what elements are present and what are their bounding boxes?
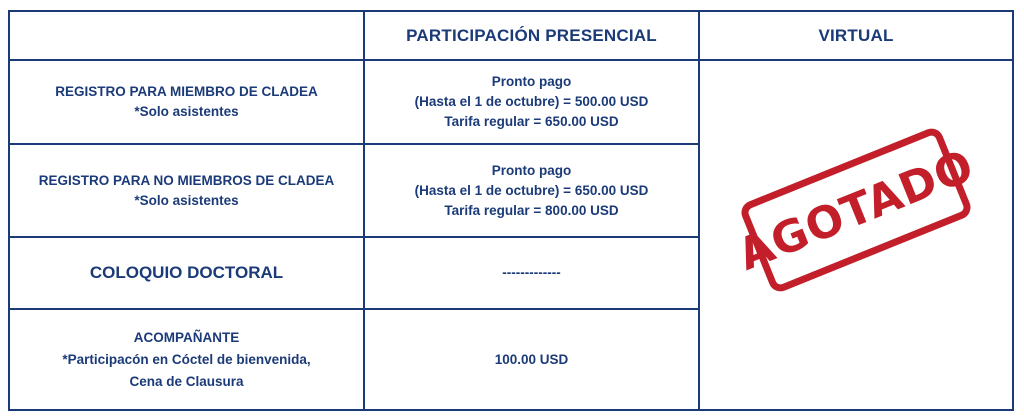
- row1-label-line1: REGISTRO PARA MIEMBRO DE CLADEA: [55, 84, 318, 99]
- row2-presencial-line1: Pronto pago: [491, 162, 572, 178]
- row2-presencial-line2: (Hasta el 1 de octubre) = 650.00 USD: [414, 182, 649, 198]
- column-divider: [698, 10, 700, 411]
- row1-presencial-line1: Pronto pago: [491, 74, 572, 89]
- row2-label-line1: REGISTRO PARA NO MIEMBROS DE CLADEA: [38, 172, 335, 188]
- sold-out-stamp-label: AGOTADO: [730, 139, 982, 281]
- row2-presencial-cell: [365, 145, 698, 236]
- header-virtual: [700, 12, 1012, 59]
- row2-label-cell: [10, 145, 363, 236]
- row1-label-cell: [10, 61, 363, 143]
- row3-label-cell: [10, 238, 363, 308]
- row3-label-line1: COLOQUIO DOCTORAL: [89, 263, 284, 282]
- row4-label-line3: Cena de Clausura: [129, 373, 244, 389]
- row1-label-line2: *Solo asistentes: [134, 104, 239, 119]
- row4-label-line2: *Participacón en Cóctel de bienvenida,: [62, 351, 311, 367]
- header-virtual-label: VIRTUAL: [818, 25, 894, 45]
- row1-presencial-line2: (Hasta el 1 de octubre) = 500.00 USD: [414, 94, 649, 109]
- row3-presencial-cell: [365, 238, 698, 308]
- row4-presencial-cell: [365, 310, 698, 409]
- header-presencial: [365, 12, 698, 59]
- header-presencial-label: PARTICIPACIÓN PRESENCIAL: [406, 25, 657, 45]
- row4-label-line1: ACOMPAÑANTE: [133, 329, 240, 345]
- row4-label-cell: [10, 310, 363, 409]
- header-empty-cell: [10, 12, 363, 59]
- row3-presencial-line1: -------------: [502, 265, 561, 280]
- row1-presencial-cell: [365, 61, 698, 143]
- row4-presencial-line1: 100.00 USD: [494, 351, 569, 367]
- row1-presencial-line3: Tarifa regular = 650.00 USD: [444, 114, 619, 129]
- row2-presencial-line3: Tarifa regular = 800.00 USD: [444, 202, 619, 218]
- row2-label-line2: *Solo asistentes: [134, 192, 239, 208]
